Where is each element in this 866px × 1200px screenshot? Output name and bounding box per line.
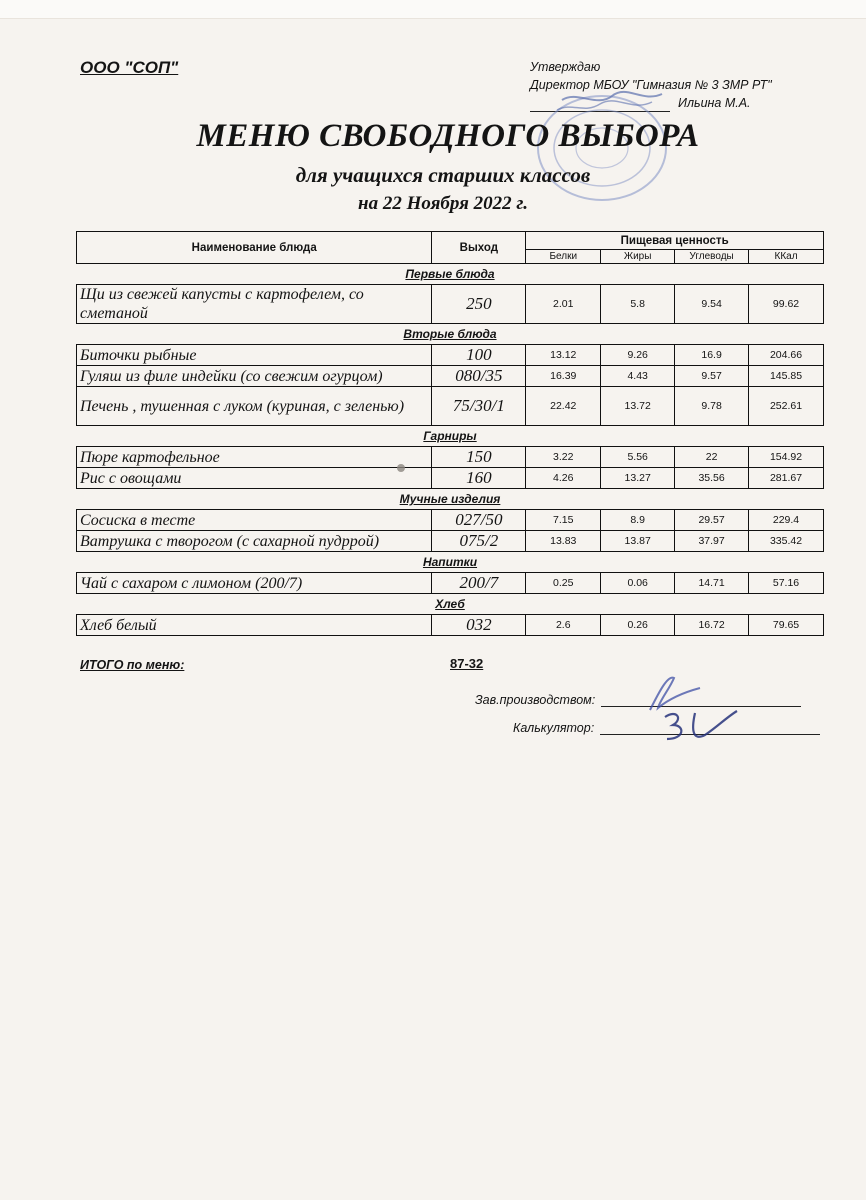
dish-name: Пюре картофельное: [77, 447, 432, 468]
approval-line-2: Директор МБОУ "Гимназия № 3 ЗМР РТ": [530, 78, 772, 92]
approver-name: Ильина М.А.: [678, 96, 751, 110]
dish-protein: 3.22: [526, 447, 601, 468]
section-title: Мучные изделия: [399, 492, 501, 506]
dish-protein: 4.26: [526, 468, 601, 489]
dish-protein: 22.42: [526, 387, 601, 426]
dish-output: 080/35: [432, 366, 526, 387]
dish-name: Сосиска в тесте: [77, 510, 432, 531]
dish-output: 100: [432, 345, 526, 366]
dish-name: Рис с овощами: [77, 468, 432, 489]
table-row: [77, 573, 824, 594]
dish-name: Щи из свежей капусты с картофелем, со сметаной: [77, 285, 432, 324]
dish-kcal: 154.92: [749, 447, 824, 468]
total-value: 87-32: [450, 656, 484, 671]
dish-protein: 13.12: [526, 345, 601, 366]
dish-carbs: 16.72: [675, 615, 749, 636]
header-kcal: ККал: [749, 250, 824, 264]
dish-name: Ватрушка с творогом (с сахарной пудррой): [77, 531, 432, 552]
dish-protein: 2.01: [526, 285, 601, 324]
dish-output: 75/30/1: [432, 387, 526, 426]
dish-carbs: 22: [675, 447, 749, 468]
dish-kcal: 79.65: [749, 615, 824, 636]
table-row: [77, 366, 824, 387]
menu-date: на 22 Ноября 2022 г.: [358, 193, 528, 214]
dish-fat: 5.56: [601, 447, 675, 468]
scan-top-edge: [0, 0, 866, 19]
dish-kcal: 57.16: [749, 573, 824, 594]
table-row: [77, 531, 824, 552]
header-fat: Жиры: [601, 250, 675, 264]
dish-carbs: 9.78: [675, 387, 749, 426]
table-row: [77, 468, 824, 489]
section-title: Гарниры: [423, 429, 477, 443]
dish-name: Хлеб белый: [77, 615, 432, 636]
approval-line-1: Утверждаю: [530, 60, 601, 74]
section-header-row: [77, 552, 824, 573]
table-row: [77, 510, 824, 531]
dish-protein: 13.83: [526, 531, 601, 552]
dish-kcal: 99.62: [749, 285, 824, 324]
dish-carbs: 16.9: [675, 345, 749, 366]
dish-name: Чай с сахаром с лимоном (200/7): [77, 573, 432, 594]
section-header-row: [77, 324, 824, 345]
organization-name: ООО "СОП": [80, 58, 179, 77]
table-row: [77, 447, 824, 468]
dish-carbs: 35.56: [675, 468, 749, 489]
dish-protein: 16.39: [526, 366, 601, 387]
dish-protein: 2.6: [526, 615, 601, 636]
dish-carbs: 9.54: [675, 285, 749, 324]
dish-output: 027/50: [432, 510, 526, 531]
dish-kcal: 281.67: [749, 468, 824, 489]
section-title: Первые блюда: [405, 267, 495, 281]
table-row: [77, 615, 824, 636]
dish-carbs: 14.71: [675, 573, 749, 594]
document-subtitle: для учащихся старших классов: [295, 163, 591, 187]
dish-kcal: 145.85: [749, 366, 824, 387]
dish-kcal: 252.61: [749, 387, 824, 426]
calculator-label: Калькулятор:: [513, 721, 595, 735]
table-row: [77, 285, 824, 324]
dish-output: 150: [432, 447, 526, 468]
header-dish-name: Наименование блюда: [77, 232, 432, 264]
total-label: ИТОГО по меню:: [80, 658, 185, 672]
dish-output: 250: [432, 285, 526, 324]
dish-kcal: 229.4: [749, 510, 824, 531]
section-header-row: [77, 426, 824, 447]
calculator-signature-icon: [655, 705, 745, 745]
dish-fat: 4.43: [601, 366, 675, 387]
dish-carbs: 37.97: [675, 531, 749, 552]
production-head-label: Зав.производством:: [475, 693, 596, 707]
dish-output: 160: [432, 468, 526, 489]
header-carbs: Углеводы: [675, 250, 749, 264]
document-title: МЕНЮ СВОБОДНОГО ВЫБОРА: [196, 118, 700, 154]
dish-carbs: 9.57: [675, 366, 749, 387]
dish-fat: 0.06: [601, 573, 675, 594]
dish-output: 075/2: [432, 531, 526, 552]
section-title: Хлеб: [435, 597, 465, 611]
dish-output: 200/7: [432, 573, 526, 594]
table-row: [77, 345, 824, 366]
section-title: Напитки: [422, 555, 478, 569]
dish-protein: 7.15: [526, 510, 601, 531]
dish-fat: 5.8: [601, 285, 675, 324]
dish-kcal: 204.66: [749, 345, 824, 366]
header-output: Выход: [432, 232, 526, 264]
dish-fat: 13.87: [601, 531, 675, 552]
ink-spot-icon: [395, 462, 407, 474]
dish-fat: 13.27: [601, 468, 675, 489]
section-header-row: [77, 264, 824, 285]
section-header-row: [77, 489, 824, 510]
dish-fat: 9.26: [601, 345, 675, 366]
table-header-row: [77, 232, 824, 250]
dish-fat: 8.9: [601, 510, 675, 531]
table-row: [77, 387, 824, 426]
menu-table: [76, 231, 824, 636]
dish-protein: 0.25: [526, 573, 601, 594]
header-nutrition: Пищевая ценность: [526, 232, 824, 250]
dish-carbs: 29.57: [675, 510, 749, 531]
dish-name: Гуляш из филе индейки (со свежим огурцом): [77, 366, 432, 387]
dish-name: Биточки рыбные: [77, 345, 432, 366]
dish-kcal: 335.42: [749, 531, 824, 552]
dish-output: 032: [432, 615, 526, 636]
section-header-row: [77, 594, 824, 615]
section-title: Вторые блюда: [403, 327, 497, 341]
dish-fat: 0.26: [601, 615, 675, 636]
header-protein: Белки: [526, 250, 601, 264]
dish-name: Печень , тушенная с луком (куриная, с зеленью): [77, 387, 432, 426]
dish-fat: 13.72: [601, 387, 675, 426]
